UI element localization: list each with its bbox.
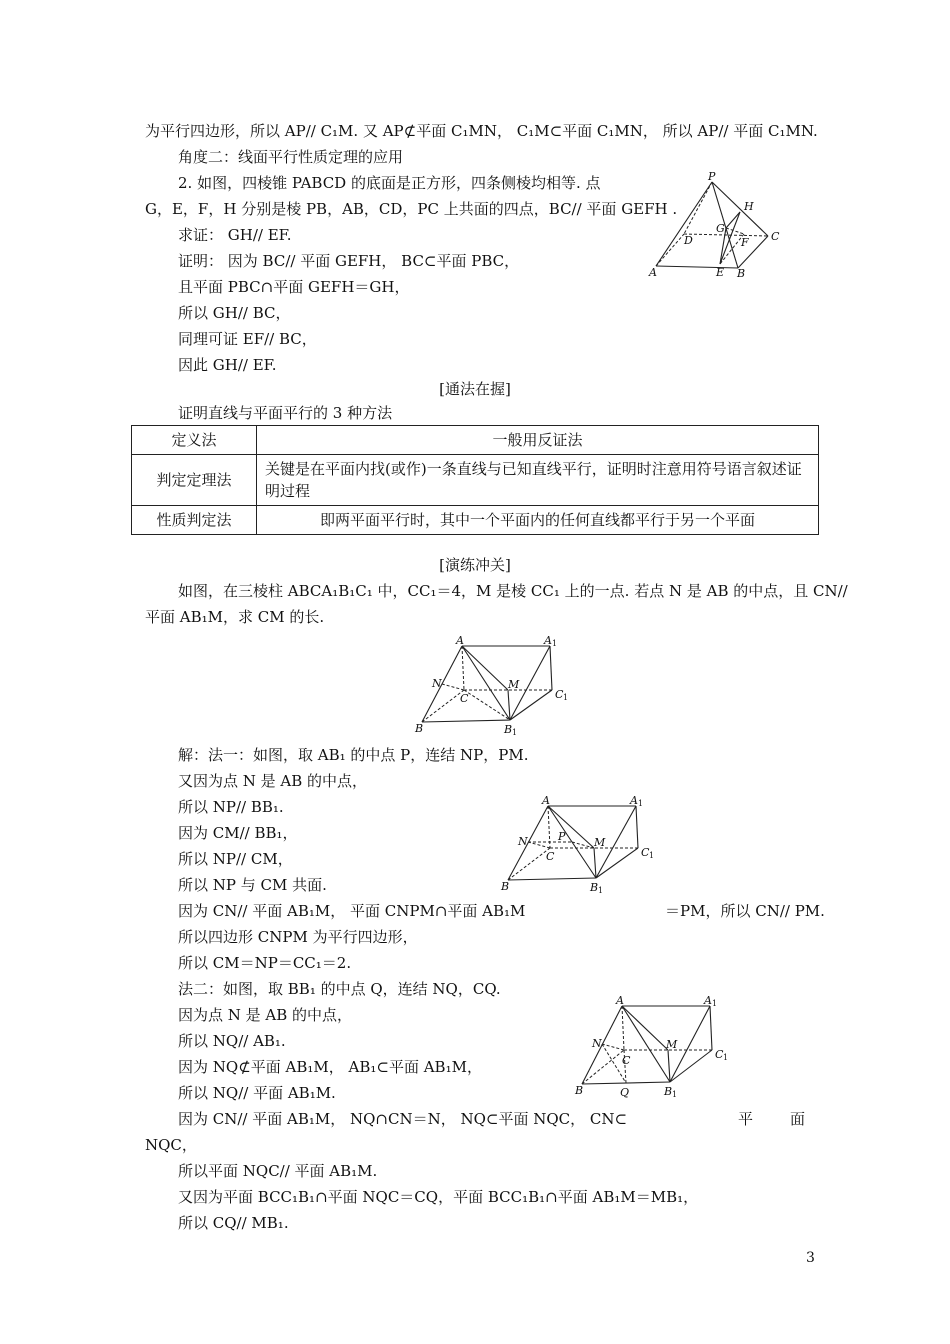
page-number: 3	[806, 1250, 815, 1266]
text-line: 又因为平面 BCC₁B₁∩平面 NQC＝CQ，平面 BCC₁B₁∩平面 AB₁M＝MB₁，	[178, 1188, 699, 1206]
text-line: 所以四边形 CNPM 为平行四边形，	[178, 928, 418, 946]
text-line: G，E，F，H 分别是棱 PB，AB，CD，PC 上共面的四点，BC// 平面 GEFH .	[145, 200, 678, 218]
text-line: 为平行四边形，所以 AP// C₁M. 又 AP⊄平面 C₁MN， C₁M⊂平面 C₁MN， 所以 AP// 平面 C₁MN.	[145, 122, 818, 140]
text-line: 平面 AB₁M，求 CM 的长.	[145, 608, 325, 626]
subscript: 1	[512, 728, 518, 737]
vertex-label: M	[666, 1038, 678, 1051]
vertex-label: A	[616, 994, 624, 1007]
text-line: 所以 NP// BB₁.	[178, 798, 284, 816]
vertex-label: M	[508, 678, 520, 691]
vertex-label: Q	[620, 1086, 630, 1099]
method-desc: 即两平面平行时，其中一个平面内的任何直线都平行于另一个平面	[257, 506, 819, 535]
text-line: 所以 GH// BC，	[178, 304, 291, 322]
vertex-label: N	[592, 1037, 602, 1050]
vertex-label: A	[456, 634, 464, 647]
section-title: [通法在握]	[439, 380, 511, 398]
prism-figure-3	[570, 992, 735, 1104]
text-line: 同理可证 EF// BC，	[178, 330, 317, 348]
text-line: 2. 如图，四棱锥 PABCD 的底面是正方形，四条侧棱均相等. 点	[178, 174, 601, 192]
text-line: 因为 NQ⊄平面 AB₁M， AB₁⊂平面 AB₁M，	[178, 1058, 482, 1076]
text-line: 所以 CQ// MB₁.	[178, 1214, 289, 1232]
text-line: 因为 CN// 平面 AB₁M， 平面 CNPM∩平面 AB₁M	[178, 902, 526, 920]
vertex-label: A	[649, 266, 657, 279]
text-line: 求证： GH// EF.	[178, 226, 292, 244]
vertex-label: B	[415, 722, 424, 735]
subscript: 1	[552, 639, 558, 648]
method-name: 定义法	[132, 426, 257, 455]
text-line: 所以平面 NQC// 平面 AB₁M.	[178, 1162, 378, 1180]
vertex-label: A	[542, 794, 550, 807]
text-line: 解：法一：如图，取 AB₁ 的中点 P，连结 NP，PM.	[178, 746, 529, 764]
section-heading: 角度二：线面平行性质定理的应用	[178, 148, 404, 166]
text-line: 面	[790, 1110, 806, 1128]
vertex-label: F	[741, 236, 749, 249]
vertex-label: C	[460, 692, 469, 705]
subscript: 1	[672, 1090, 678, 1099]
text-line: 因此 GH// EF.	[178, 356, 277, 374]
vertex-label: C	[771, 230, 780, 243]
method-desc: 关键是在平面内找(或作)一条直线与已知直线平行，证明时注意用符号语言叙述证明过程	[257, 455, 819, 506]
methods-table	[131, 425, 819, 535]
text-line: ＝PM，所以 CN// PM.	[665, 902, 825, 920]
vertex-label: P	[708, 170, 716, 183]
table-row	[132, 506, 819, 535]
vertex-label: C	[555, 688, 564, 701]
vertex-label: C	[546, 850, 555, 863]
subscript: 1	[649, 851, 655, 860]
vertex-label: B	[504, 723, 513, 736]
vertex-label: D	[684, 234, 693, 247]
text-line: 所以 NP// CM，	[178, 850, 293, 868]
method-desc: 一般用反证法	[257, 426, 819, 455]
method-name: 性质判定法	[132, 506, 257, 535]
vertex-label: A	[704, 994, 712, 1007]
vertex-label: B	[575, 1084, 584, 1097]
subscript: 1	[563, 693, 569, 702]
text-line: 如图，在三棱柱 ABCA₁B₁C₁ 中，CC₁＝4，M 是棱 CC₁ 上的一点. 若点 N 是 AB 的中点，且 CN//	[178, 582, 848, 600]
vertex-label: N	[432, 677, 442, 690]
vertex-label: A	[630, 794, 638, 807]
vertex-label: E	[716, 266, 725, 279]
text-line: NQC，	[145, 1136, 197, 1154]
text-line: 所以 CM＝NP＝CC₁＝2.	[178, 954, 352, 972]
text-line: 证明直线与平面平行的 3 种方法	[178, 404, 393, 422]
text-line: 且平面 PBC∩平面 GEFH＝GH，	[178, 278, 410, 296]
vertex-label: C	[715, 1048, 724, 1061]
text-line: 所以 NQ// 平面 AB₁M.	[178, 1084, 336, 1102]
subscript: 1	[712, 999, 718, 1008]
vertex-label: B	[737, 267, 746, 280]
vertex-label: C	[641, 846, 650, 859]
text-line: 所以 NP 与 CM 共面.	[178, 876, 327, 894]
text-line: 因为 CM// BB₁，	[178, 824, 298, 842]
vertex-label: G	[716, 222, 725, 235]
vertex-label: B	[664, 1085, 673, 1098]
subscript: 1	[638, 799, 644, 808]
prism-figure-1	[412, 632, 587, 738]
vertex-label: A	[544, 634, 552, 647]
prism-figure-2	[500, 792, 665, 896]
vertex-label: B	[590, 881, 599, 894]
vertex-label: M	[594, 836, 606, 849]
vertex-label: C	[622, 1054, 631, 1067]
vertex-label: N	[518, 835, 528, 848]
section-title: [演练冲关]	[439, 556, 511, 574]
subscript: 1	[598, 886, 604, 895]
vertex-label: P	[558, 830, 566, 843]
text-line: 所以 NQ// AB₁.	[178, 1032, 286, 1050]
text-line: 因为点 N 是 AB 的中点，	[178, 1006, 353, 1024]
table-row	[132, 455, 819, 506]
pyramid-figure	[640, 170, 790, 282]
text-line: 证明： 因为 BC// 平面 GEFH， BC⊂平面 PBC，	[178, 252, 520, 270]
method-name: 判定定理法	[132, 455, 257, 506]
text-line: 平	[738, 1110, 754, 1128]
text-line: 又因为点 N 是 AB 的中点，	[178, 772, 368, 790]
text-line: 因为 CN// 平面 AB₁M， NQ∩CN＝N， NQ⊂平面 NQC， CN⊂	[178, 1110, 628, 1128]
vertex-label: H	[744, 200, 754, 213]
table-row	[132, 426, 819, 455]
subscript: 1	[723, 1053, 729, 1062]
vertex-label: B	[501, 880, 510, 893]
text-line: 法二：如图，取 BB₁ 的中点 Q，连结 NQ，CQ.	[178, 980, 501, 998]
